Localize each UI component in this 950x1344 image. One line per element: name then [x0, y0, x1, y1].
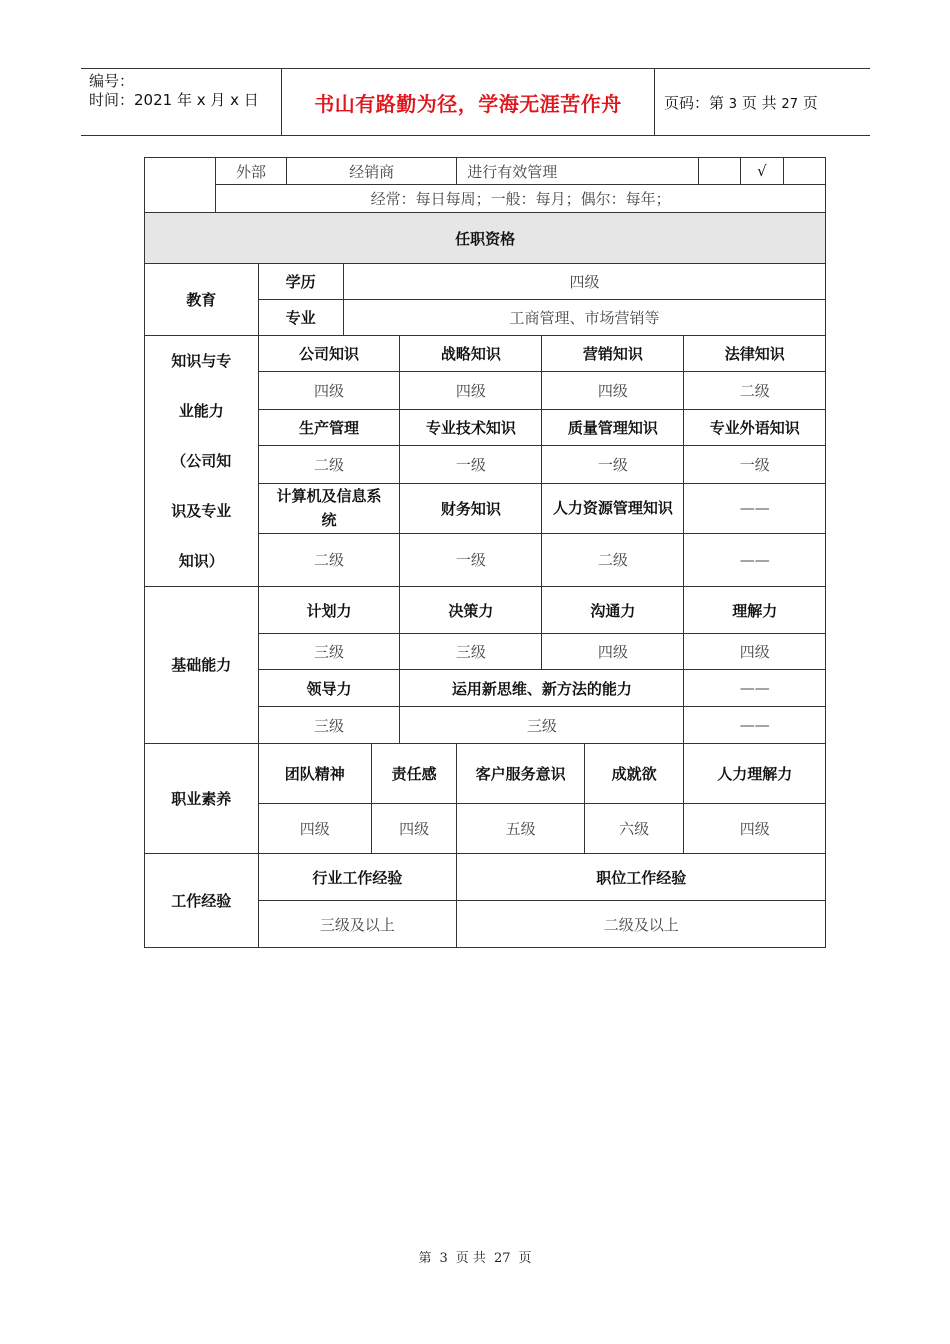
- basic-header: ——: [684, 670, 826, 707]
- knowledge-header: 生产管理: [258, 410, 400, 446]
- basic-value: 四级: [684, 634, 826, 670]
- professional-header: 客户服务意识: [457, 744, 585, 804]
- table-row: [145, 158, 826, 185]
- experience-header: 职位工作经验: [457, 854, 826, 901]
- knowledge-value: 二级: [258, 446, 400, 483]
- document-number-label: 编号：: [89, 72, 135, 90]
- knowledge-header: 专业外语知识: [684, 410, 826, 446]
- knowledge-header: 营销知识: [542, 336, 684, 372]
- knowledge-value: 四级: [258, 372, 400, 410]
- professional-header: 责任感: [372, 744, 457, 804]
- knowledge-label-line: 业能力: [178, 402, 224, 420]
- table-row: [145, 213, 826, 264]
- basic-header: 运用新思维、新方法的能力: [400, 670, 684, 707]
- table-row: [145, 587, 826, 634]
- page-mid: 页 共: [741, 94, 777, 112]
- knowledge-value: 四级: [400, 372, 542, 410]
- footer-page-current: 3: [439, 1251, 448, 1266]
- footer-page-total: 27: [493, 1251, 511, 1266]
- knowledge-label-line: 知识）: [178, 552, 224, 570]
- header-motto: 书山有路勤为径，学海无涯苦作舟: [314, 92, 622, 116]
- footer-page-suffix: 页: [518, 1251, 532, 1266]
- table-row: [145, 264, 826, 300]
- knowledge-label-line: 知识与专: [171, 352, 232, 370]
- professional-label: 职业素养: [145, 744, 259, 854]
- knowledge-label-line: 识及专业: [171, 502, 232, 520]
- professional-value: 四级: [258, 804, 372, 854]
- footer-page-prefix: 第: [418, 1251, 432, 1266]
- frequency-note: 经常：每日每周；一般：每月；偶尔：每年；: [216, 185, 826, 213]
- degree-label: 学历: [258, 264, 343, 300]
- knowledge-label-line: （公司知: [171, 452, 232, 470]
- page-footer: [0, 1247, 950, 1266]
- basic-value: 三级: [400, 707, 684, 744]
- basic-header: 决策力: [400, 587, 542, 634]
- knowledge-value: 二级: [542, 533, 684, 586]
- professional-header: 成就欲: [584, 744, 683, 804]
- professional-value: 五级: [457, 804, 585, 854]
- basic-ability-label: 基础能力: [145, 587, 259, 744]
- table-row: [145, 336, 826, 372]
- knowledge-value: 一级: [542, 446, 684, 483]
- document-date: 时间：2021 年 x 月 x 日: [89, 91, 259, 109]
- knowledge-value: 二级: [258, 533, 400, 586]
- knowledge-header: ——: [684, 483, 826, 533]
- basic-value: ——: [684, 707, 826, 744]
- basic-header: 理解力: [684, 587, 826, 634]
- table-row: [145, 185, 826, 213]
- table-row: [145, 744, 826, 804]
- knowledge-header: 法律知识: [684, 336, 826, 372]
- basic-header: 计划力: [258, 587, 400, 634]
- basic-header: 沟通力: [542, 587, 684, 634]
- experience-label: 工作经验: [145, 854, 259, 948]
- page-prefix: 页码：第: [664, 94, 725, 112]
- basic-value: 三级: [258, 707, 400, 744]
- basic-header: 领导力: [258, 670, 400, 707]
- blank-cell: [783, 158, 826, 185]
- knowledge-header: 质量管理知识: [542, 410, 684, 446]
- header-divider-right: [654, 68, 655, 135]
- degree-value: 四级: [343, 264, 826, 300]
- knowledge-value: 一级: [684, 446, 826, 483]
- check-cell: √: [741, 158, 784, 185]
- professional-value: 六级: [584, 804, 683, 854]
- table-row: [145, 854, 826, 901]
- section-title: 任职资格: [145, 213, 826, 264]
- knowledge-value: 一级: [400, 533, 542, 586]
- knowledge-header: 计算机及信息系统: [258, 483, 400, 533]
- knowledge-header: 财务知识: [400, 483, 542, 533]
- basic-value: 四级: [542, 634, 684, 670]
- experience-value: 三级及以上: [258, 901, 457, 948]
- basic-value: 三级: [400, 634, 542, 670]
- page-suffix: 页: [802, 94, 818, 112]
- professional-header: 人力理解力: [684, 744, 826, 804]
- header-page-info: [664, 92, 818, 113]
- page-current: 3: [728, 97, 738, 112]
- professional-header: 团队精神: [258, 744, 372, 804]
- experience-value: 二级及以上: [457, 901, 826, 948]
- knowledge-value: 一级: [400, 446, 542, 483]
- education-label: 教育: [145, 264, 259, 336]
- knowledge-value: ——: [684, 533, 826, 586]
- knowledge-header: 战略知识: [400, 336, 542, 372]
- top-left-cell: [145, 158, 216, 213]
- blank-frequency-cell: [698, 158, 741, 185]
- experience-header: 行业工作经验: [258, 854, 457, 901]
- major-value: 工商管理、市场营销等: [343, 300, 826, 336]
- dealer-cell: 经销商: [286, 158, 456, 185]
- management-cell: 进行有效管理: [457, 158, 698, 185]
- professional-value: 四级: [372, 804, 457, 854]
- knowledge-value: 四级: [542, 372, 684, 410]
- page-total: 27: [781, 97, 798, 112]
- header-bottom-rule: [81, 135, 870, 136]
- major-label: 专业: [258, 300, 343, 336]
- qualification-table: [144, 157, 826, 948]
- footer-page-mid: 页 共: [455, 1251, 486, 1266]
- knowledge-value: 二级: [684, 372, 826, 410]
- knowledge-header: 公司知识: [258, 336, 400, 372]
- professional-value: 四级: [684, 804, 826, 854]
- external-cell: 外部: [216, 158, 287, 185]
- knowledge-label: [145, 336, 259, 587]
- basic-value: 三级: [258, 634, 400, 670]
- knowledge-header: 专业技术知识: [400, 410, 542, 446]
- header-top-rule: [81, 68, 870, 69]
- knowledge-header: 人力资源管理知识: [542, 483, 684, 533]
